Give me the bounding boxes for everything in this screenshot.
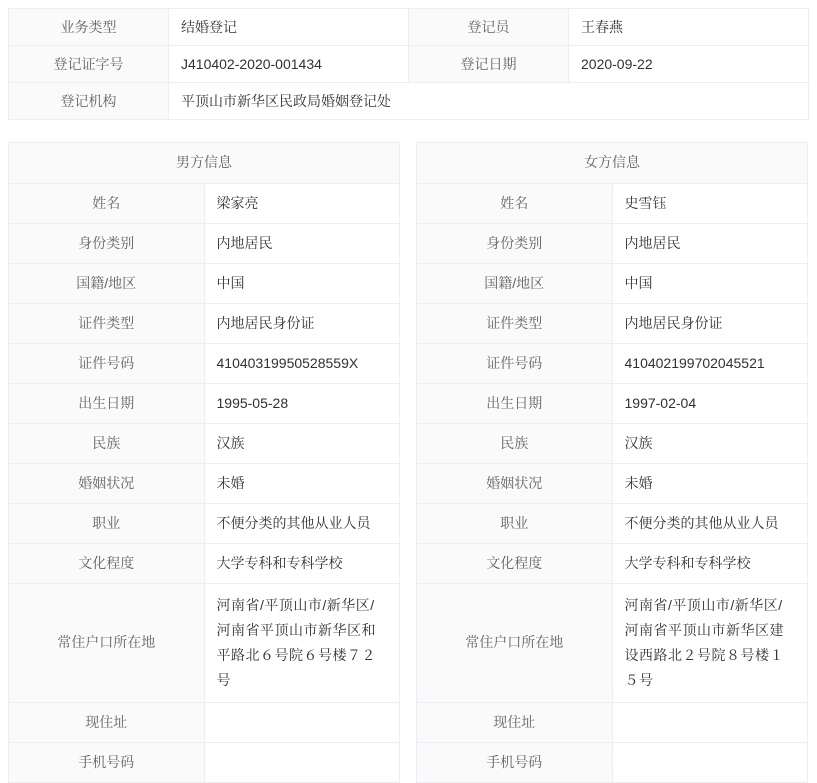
field-label-female-birth-date: 出生日期 bbox=[417, 383, 612, 423]
field-value-male-ethnicity: 汉族 bbox=[204, 423, 399, 463]
table-row bbox=[417, 263, 807, 303]
field-value-female-birth-date: 1997-02-04 bbox=[612, 383, 807, 423]
male-panel-title: 男方信息 bbox=[9, 143, 399, 183]
field-label-female-occupation: 职业 bbox=[417, 503, 612, 543]
field-value-male-occupation: 不便分类的其他从业人员 bbox=[204, 503, 399, 543]
table-row bbox=[417, 503, 807, 543]
female-panel-header bbox=[417, 143, 807, 183]
field-label-female-identity-type: 身份类别 bbox=[417, 223, 612, 263]
field-label-female-ethnicity: 民族 bbox=[417, 423, 612, 463]
field-label-male-occupation: 职业 bbox=[9, 503, 204, 543]
field-value-male-name: 梁家亮 bbox=[204, 183, 399, 223]
field-value-certificate-number: J410402-2020-001434 bbox=[169, 46, 409, 83]
table-row bbox=[417, 543, 807, 583]
male-panel-header bbox=[9, 143, 399, 183]
field-value-female-document-type: 内地居民身份证 bbox=[612, 303, 807, 343]
summary-table bbox=[8, 8, 809, 120]
male-info-table bbox=[9, 143, 399, 783]
table-row bbox=[9, 83, 809, 120]
field-label-female-document-type: 证件类型 bbox=[417, 303, 612, 343]
field-label-female-nationality: 国籍/地区 bbox=[417, 263, 612, 303]
field-value-female-identity-type: 内地居民 bbox=[612, 223, 807, 263]
table-row bbox=[417, 583, 807, 702]
table-row bbox=[417, 223, 807, 263]
field-value-female-household-address: 河南省/平顶山市/新华区/河南省平顶山市新华区建设西路北２号院８号楼１５号 bbox=[612, 583, 807, 702]
field-label-business-type: 业务类型 bbox=[9, 9, 169, 46]
field-value-registration-office: 平顶山市新华区民政局婚姻登记处 bbox=[169, 83, 809, 120]
field-label-female-current-address: 现住址 bbox=[417, 702, 612, 742]
field-value-female-marital-status: 未婚 bbox=[612, 463, 807, 503]
field-label-female-household-address: 常住户口所在地 bbox=[417, 583, 612, 702]
field-label-male-current-address: 现住址 bbox=[9, 702, 204, 742]
field-label-certificate-number: 登记证字号 bbox=[9, 46, 169, 83]
field-value-male-current-address bbox=[204, 702, 399, 742]
table-row bbox=[9, 263, 399, 303]
field-value-male-household-address: 河南省/平顶山市/新华区/河南省平顶山市新华区和平路北６号院６号楼７２号 bbox=[204, 583, 399, 702]
field-value-male-phone bbox=[204, 742, 399, 782]
field-label-male-document-type: 证件类型 bbox=[9, 303, 204, 343]
field-label-female-marital-status: 婚姻状况 bbox=[417, 463, 612, 503]
field-label-female-education: 文化程度 bbox=[417, 543, 612, 583]
field-value-male-education: 大学专科和专科学校 bbox=[204, 543, 399, 583]
field-label-registration-date: 登记日期 bbox=[409, 46, 569, 83]
field-label-female-document-number: 证件号码 bbox=[417, 343, 612, 383]
field-label-male-household-address: 常住户口所在地 bbox=[9, 583, 204, 702]
field-value-female-name: 史雪钰 bbox=[612, 183, 807, 223]
field-label-male-marital-status: 婚姻状况 bbox=[9, 463, 204, 503]
field-value-male-document-number: 41040319950528559X bbox=[204, 343, 399, 383]
table-row bbox=[9, 383, 399, 423]
field-value-female-occupation: 不便分类的其他从业人员 bbox=[612, 503, 807, 543]
field-value-registrar: 王春燕 bbox=[569, 9, 809, 46]
field-value-female-ethnicity: 汉族 bbox=[612, 423, 807, 463]
table-row bbox=[9, 303, 399, 343]
field-label-male-identity-type: 身份类别 bbox=[9, 223, 204, 263]
field-value-business-type: 结婚登记 bbox=[169, 9, 409, 46]
field-value-male-birth-date: 1995-05-28 bbox=[204, 383, 399, 423]
table-row bbox=[417, 463, 807, 503]
table-row bbox=[9, 463, 399, 503]
field-label-male-education: 文化程度 bbox=[9, 543, 204, 583]
table-row bbox=[9, 343, 399, 383]
table-row bbox=[9, 423, 399, 463]
field-value-female-nationality: 中国 bbox=[612, 263, 807, 303]
field-value-female-education: 大学专科和专科学校 bbox=[612, 543, 807, 583]
field-label-male-nationality: 国籍/地区 bbox=[9, 263, 204, 303]
field-label-female-name: 姓名 bbox=[417, 183, 612, 223]
table-row bbox=[9, 503, 399, 543]
field-label-male-birth-date: 出生日期 bbox=[9, 383, 204, 423]
field-label-male-document-number: 证件号码 bbox=[9, 343, 204, 383]
table-row bbox=[417, 343, 807, 383]
male-info-panel bbox=[8, 142, 400, 783]
table-row bbox=[9, 583, 399, 702]
table-row bbox=[417, 303, 807, 343]
field-label-registrar: 登记员 bbox=[409, 9, 569, 46]
field-value-male-identity-type: 内地居民 bbox=[204, 223, 399, 263]
table-row bbox=[9, 702, 399, 742]
field-value-female-current-address bbox=[612, 702, 807, 742]
field-value-male-nationality: 中国 bbox=[204, 263, 399, 303]
female-info-table bbox=[417, 143, 807, 783]
field-value-male-marital-status: 未婚 bbox=[204, 463, 399, 503]
field-label-registration-office: 登记机构 bbox=[9, 83, 169, 120]
field-label-male-phone: 手机号码 bbox=[9, 742, 204, 782]
table-row bbox=[9, 543, 399, 583]
party-panels bbox=[8, 142, 809, 783]
field-value-registration-date: 2020-09-22 bbox=[569, 46, 809, 83]
field-value-female-phone bbox=[612, 742, 807, 782]
table-row bbox=[417, 742, 807, 782]
female-info-panel bbox=[416, 142, 808, 783]
table-row bbox=[9, 742, 399, 782]
field-value-male-document-type: 内地居民身份证 bbox=[204, 303, 399, 343]
field-label-male-ethnicity: 民族 bbox=[9, 423, 204, 463]
table-row bbox=[417, 423, 807, 463]
table-row bbox=[417, 702, 807, 742]
female-panel-title: 女方信息 bbox=[417, 143, 807, 183]
field-label-male-name: 姓名 bbox=[9, 183, 204, 223]
table-row bbox=[9, 46, 809, 83]
table-row bbox=[9, 183, 399, 223]
table-row bbox=[9, 9, 809, 46]
table-row bbox=[417, 183, 807, 223]
table-row bbox=[417, 383, 807, 423]
table-row bbox=[9, 223, 399, 263]
field-label-female-phone: 手机号码 bbox=[417, 742, 612, 782]
field-value-female-document-number: 410402199702045521 bbox=[612, 343, 807, 383]
